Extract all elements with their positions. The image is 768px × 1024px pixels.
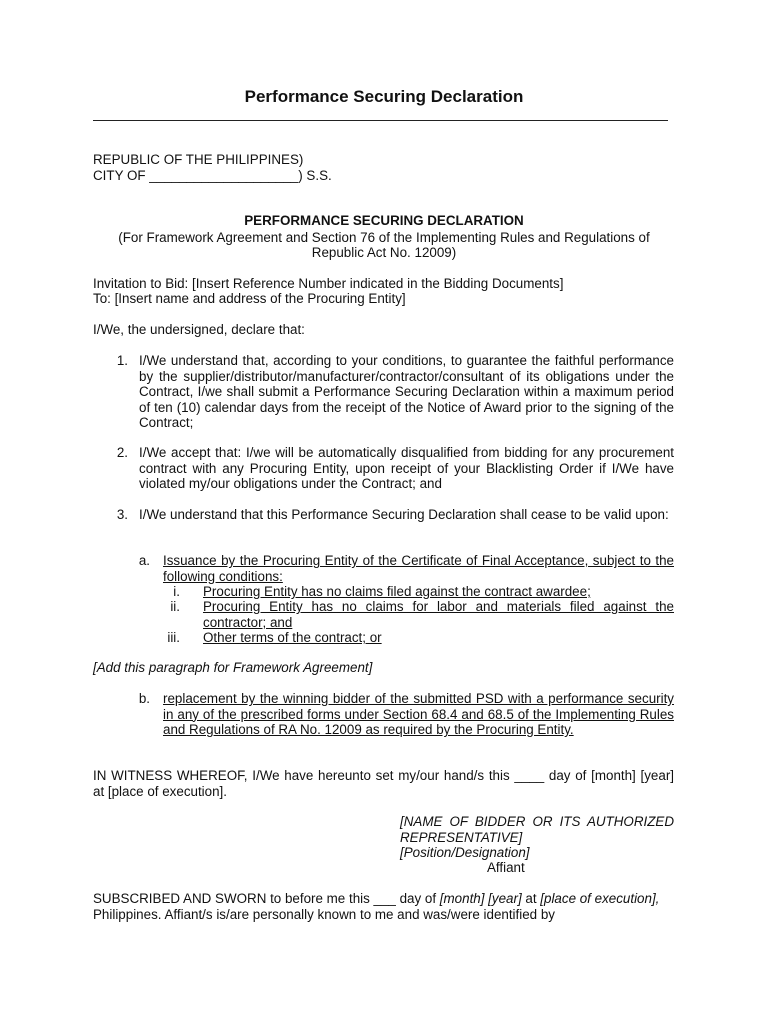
- item-text: I/We accept that: I/we will be automatically disqualified from bidding for any procurement contract with any Procuring Entity, upon receipt of your Blacklisting Order if I/We have violated my/our obligations under the Contract; and: [139, 445, 674, 491]
- condition-numeral: i.: [173, 584, 180, 599]
- sworn-text: at: [521, 891, 541, 906]
- declaration-subheading-2: Republic Act No. 12009): [311, 245, 457, 260]
- signatory-name: [NAME OF BIDDER OR ITS AUTHORIZED REPRESENTATIVE]: [400, 814, 674, 845]
- sworn-text: Philippines. Affiant/s is/are personally known to me and was/were identified by: [93, 906, 555, 922]
- affiant-label: Affiant: [487, 860, 525, 875]
- condition-text: Procuring Entity has no claims for labor and materials filed against the contractor; and: [203, 599, 674, 630]
- sub-item-letter: a.: [138, 553, 150, 568]
- witness-paragraph: IN WITNESS WHEREOF, I/We have hereunto set my/our hand/s this ____ day of [month] [year] at [place of execution].: [93, 768, 674, 799]
- condition-text: Procuring Entity has no claims filed against the contract awardee;: [203, 584, 591, 599]
- title-rule: [93, 120, 668, 121]
- framework-note: [Add this paragraph for Framework Agreement]: [93, 660, 373, 675]
- sub-item-text: Issuance by the Procuring Entity of the Certificate of Final Acceptance, subject to the following conditions:: [163, 553, 674, 584]
- item-text: I/We understand that this Performance Securing Declaration shall cease to be valid upon:: [139, 507, 669, 522]
- sworn-date-placeholder: [month] [year]: [439, 891, 522, 906]
- item-number: 2.: [116, 445, 128, 460]
- sworn-text: SUBSCRIBED AND SWORN to before me this ___ day of: [93, 891, 440, 906]
- signatory-position: [Position/Designation]: [400, 845, 530, 860]
- item-number: 3.: [116, 507, 128, 522]
- condition-numeral: ii.: [170, 599, 180, 614]
- intro-line: I/We, the undersigned, declare that:: [93, 322, 305, 337]
- declaration-subheading-1: (For Framework Agreement and Section 76 of the Implementing Rules and Regulations of: [118, 230, 650, 245]
- condition-text: Other terms of the contract; or: [203, 630, 382, 645]
- sworn-place-placeholder: [place of execution],: [540, 891, 660, 906]
- invitation-line: Invitation to Bid: [Insert Reference Number indicated in the Bidding Documents]: [93, 276, 564, 291]
- sub-item-text: replacement by the winning bidder of the submitted PSD with a performance security in any of the prescribed forms under Section 68.4 and 68.5 of the Implementing Rules and Regulations of RA No. 12009 as required by the Procuring Entity.: [163, 691, 674, 737]
- sub-item-letter: b.: [138, 691, 150, 706]
- item-number: 1.: [116, 353, 128, 368]
- city-line: CITY OF ____________________) S.S.: [93, 168, 332, 183]
- republic-line: REPUBLIC OF THE PHILIPPINES): [93, 152, 304, 167]
- addressee-line: To: [Insert name and address of the Procuring Entity]: [93, 291, 406, 306]
- condition-numeral: iii.: [167, 630, 180, 645]
- sworn-paragraph: [93, 891, 674, 922]
- document-title: Performance Securing Declaration: [244, 87, 524, 106]
- item-text: I/We understand that, according to your conditions, to guarantee the faithful performance by the supplier/distributor/manufacturer/contractor/consultant of its obligations under the Contract, I/we shall submit a Performance Securing Declaration within a maximum period of ten (10) calendar days from the receipt of the Notice of Award prior to the signing of the Contract;: [139, 353, 674, 430]
- declaration-heading: PERFORMANCE SECURING DECLARATION: [244, 213, 524, 228]
